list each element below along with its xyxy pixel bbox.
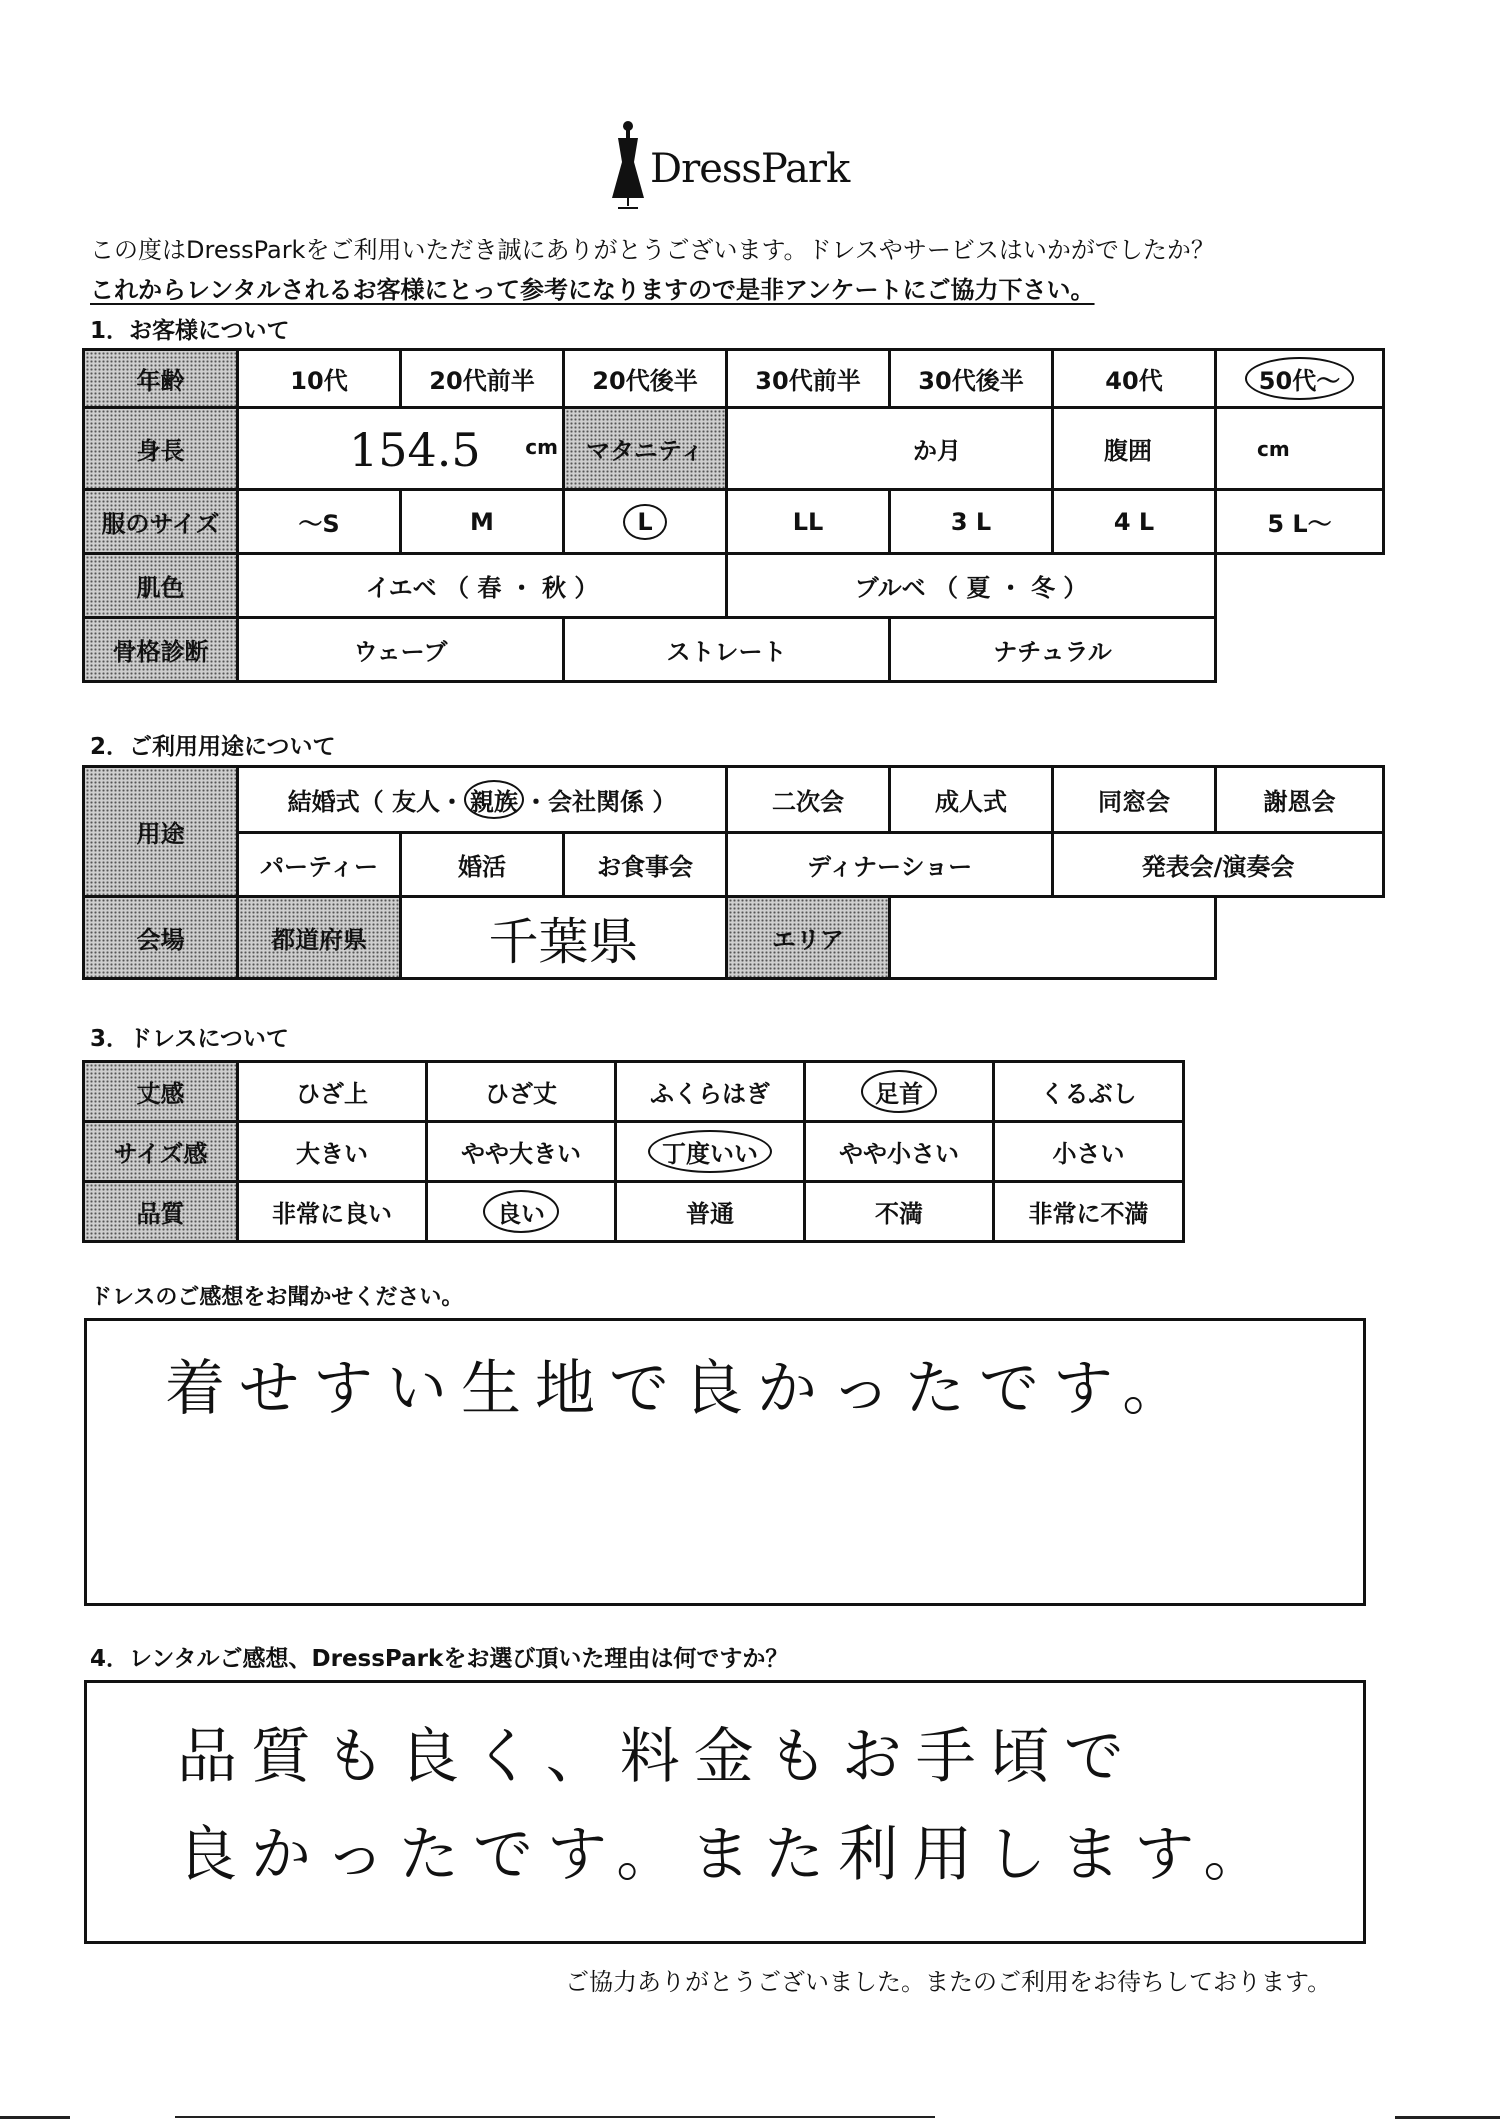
- scan-edge-line: [1395, 2116, 1500, 2119]
- footer-thanks: ご協力ありがとうございました。またのご利用をお待ちしております。: [565, 1968, 1332, 1996]
- purpose-option[interactable]: 二次会: [727, 767, 890, 833]
- wedding-selected: 親族: [464, 780, 524, 819]
- waist-unit[interactable]: cm: [1216, 408, 1384, 490]
- customer-info-table: [82, 348, 1385, 683]
- body-type-label: 骨格診断: [84, 618, 238, 682]
- skin-yellow-option[interactable]: イエベ （ 春 ・ 秋 ）: [238, 554, 727, 618]
- quality-selected-value: 良い: [483, 1190, 559, 1233]
- skin-row: [84, 554, 1384, 618]
- impression-prompt: ドレスのご感想をお聞かせください。: [90, 1285, 464, 1310]
- section-1-title: 1．お客様について: [90, 318, 290, 344]
- waist-label: 腹囲: [1053, 408, 1216, 490]
- area-label: エリア: [727, 897, 890, 979]
- age-selected-value: 50代～: [1245, 357, 1354, 400]
- empty-cell: [1216, 618, 1384, 682]
- wedding-option[interactable]: [238, 767, 727, 833]
- reason-line-2: 良かったです。また利用します。: [177, 1820, 1278, 1890]
- section-2-title: 2．ご利用用途について: [90, 734, 336, 760]
- purpose-option[interactable]: お食事会: [564, 833, 727, 897]
- fit-label: サイズ感: [84, 1122, 238, 1182]
- maternity-months-field[interactable]: [727, 408, 1053, 490]
- size-option[interactable]: 5 L～: [1216, 490, 1384, 554]
- fit-option[interactable]: 大きい: [238, 1122, 427, 1182]
- length-label: 丈感: [84, 1062, 238, 1122]
- intro-line-2: これからレンタルされるお客様にとって参考になりますので是非アンケートにご協力下さい。: [90, 276, 1095, 304]
- age-option[interactable]: 40代: [1053, 350, 1216, 408]
- height-field[interactable]: [238, 408, 564, 490]
- reason-box[interactable]: [84, 1680, 1366, 1944]
- brand-name: DressPark: [650, 146, 850, 192]
- prefecture-value[interactable]: 千葉県: [401, 897, 727, 979]
- length-option-selected[interactable]: [805, 1062, 994, 1122]
- intro-line-1: この度はDressParkをご利用いただき誠にありがとうございます。ドレスやサービスはいかがでしたか？: [90, 236, 1215, 264]
- size-row: [84, 490, 1384, 554]
- fit-option[interactable]: やや小さい: [805, 1122, 994, 1182]
- impression-text: 着せすい生地で良かったです。: [165, 1354, 1197, 1424]
- section-3-title: 3．ドレスについて: [90, 1026, 289, 1052]
- age-row: [84, 350, 1384, 408]
- height-unit: cm: [525, 435, 558, 459]
- length-option[interactable]: ひざ上: [238, 1062, 427, 1122]
- empty-cell: [1216, 554, 1384, 618]
- fit-option[interactable]: 小さい: [994, 1122, 1184, 1182]
- scan-edge-line: [0, 2116, 70, 2119]
- size-option-selected[interactable]: [564, 490, 727, 554]
- skin-label: 肌色: [84, 554, 238, 618]
- height-label: 身長: [84, 408, 238, 490]
- reason-line-1: 品質も良く、料金もお手頃で: [177, 1722, 1138, 1792]
- fit-option-selected[interactable]: [616, 1122, 805, 1182]
- section-4-title: 4．レンタルご感想、DressParkをお選び頂いた理由は何ですか？: [90, 1646, 789, 1672]
- months-label: か月: [913, 437, 961, 465]
- length-option[interactable]: くるぶし: [994, 1062, 1184, 1122]
- age-label: 年齢: [84, 350, 238, 408]
- quality-label: 品質: [84, 1182, 238, 1242]
- age-option[interactable]: 30代後半: [890, 350, 1053, 408]
- quality-option[interactable]: 普通: [616, 1182, 805, 1242]
- size-option[interactable]: 3 L: [890, 490, 1053, 554]
- age-option-selected[interactable]: [1216, 350, 1384, 408]
- age-option[interactable]: 20代前半: [401, 350, 564, 408]
- body-type-option[interactable]: ナチュラル: [890, 618, 1216, 682]
- quality-option-selected[interactable]: [427, 1182, 616, 1242]
- size-label: 服のサイズ: [84, 490, 238, 554]
- area-field[interactable]: [890, 897, 1216, 979]
- age-option[interactable]: 10代: [238, 350, 401, 408]
- age-option[interactable]: 30代前半: [727, 350, 890, 408]
- quality-option[interactable]: 非常に不満: [994, 1182, 1184, 1242]
- fit-option[interactable]: やや大きい: [427, 1122, 616, 1182]
- size-option[interactable]: LL: [727, 490, 890, 554]
- scan-edge-line: [175, 2116, 935, 2118]
- prefecture-label: 都道府県: [238, 897, 401, 979]
- age-option[interactable]: 20代後半: [564, 350, 727, 408]
- purpose-option[interactable]: 同窓会: [1053, 767, 1216, 833]
- dresspark-logo: [608, 118, 848, 210]
- purpose-option[interactable]: ディナーショー: [727, 833, 1053, 897]
- purpose-option[interactable]: 婚活: [401, 833, 564, 897]
- length-option[interactable]: ふくらはぎ: [616, 1062, 805, 1122]
- height-row: [84, 408, 1384, 490]
- purpose-label: 用途: [84, 767, 238, 897]
- skin-blue-option[interactable]: ブルベ （ 夏 ・ 冬 ）: [727, 554, 1216, 618]
- body-type-row: [84, 618, 1384, 682]
- maternity-label: マタニティ: [564, 408, 727, 490]
- empty-cell: [1216, 897, 1384, 979]
- purpose-option[interactable]: 成人式: [890, 767, 1053, 833]
- wedding-suffix: ・会社関係 ）: [524, 788, 677, 816]
- dress-table: [82, 1060, 1185, 1243]
- length-selected-value: 足首: [861, 1070, 937, 1113]
- wedding-prefix: 結婚式（ 友人・: [287, 788, 465, 816]
- size-option[interactable]: 4 L: [1053, 490, 1216, 554]
- quality-option[interactable]: 非常に良い: [238, 1182, 427, 1242]
- body-type-option[interactable]: ウェーブ: [238, 618, 564, 682]
- venue-label: 会場: [84, 897, 238, 979]
- size-selected-value: L: [623, 504, 666, 540]
- size-option[interactable]: ～S: [238, 490, 401, 554]
- dress-mannequin-icon: [608, 118, 648, 210]
- body-type-option[interactable]: ストレート: [564, 618, 890, 682]
- height-value: 154.5: [349, 423, 481, 477]
- length-option[interactable]: ひざ丈: [427, 1062, 616, 1122]
- fit-selected-value: 丁度いい: [648, 1130, 772, 1173]
- usage-table: [82, 765, 1385, 980]
- purpose-option[interactable]: 発表会/演奏会: [1053, 833, 1384, 897]
- quality-option[interactable]: 不満: [805, 1182, 994, 1242]
- impression-box[interactable]: [84, 1318, 1366, 1606]
- purpose-option[interactable]: パーティー: [238, 833, 401, 897]
- size-option[interactable]: M: [401, 490, 564, 554]
- purpose-option[interactable]: 謝恩会: [1216, 767, 1384, 833]
